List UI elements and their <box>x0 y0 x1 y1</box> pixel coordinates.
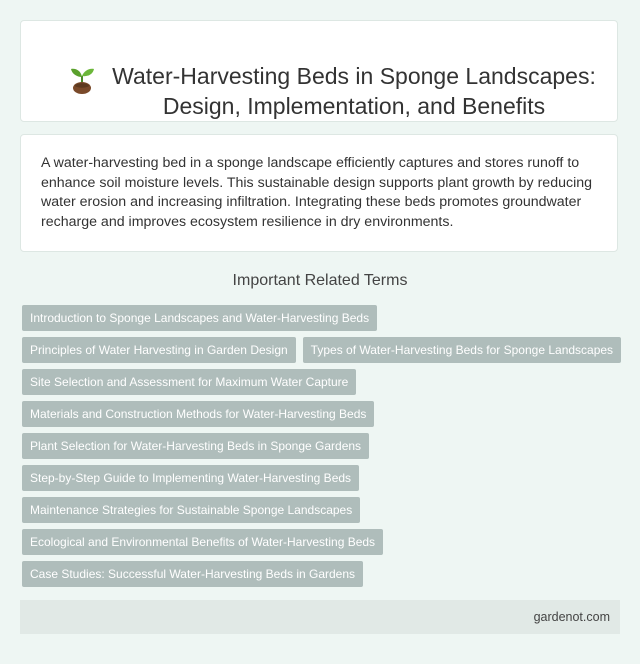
related-term-tag[interactable]: Case Studies: Successful Water-Harvesting Beds in Gardens <box>22 561 363 587</box>
seedling-icon <box>67 63 97 95</box>
related-term-tag[interactable]: Plant Selection for Water-Harvesting Beds in Sponge Gardens <box>22 433 369 459</box>
title-card <box>20 20 618 122</box>
page-title: Water-Harvesting Beds in Sponge Landscapes: Design, Implementation, and Benefits <box>112 63 596 119</box>
footer-site-link[interactable]: gardenot.com <box>533 610 610 624</box>
related-term-tag[interactable]: Step-by-Step Guide to Implementing Water-Harvesting Beds <box>22 465 359 491</box>
summary-text: A water-harvesting bed in a sponge landscape efficiently captures and stores runoff to enhance soil moisture levels. This sustainable design supports plant growth by reducing water erosion and increasing infiltration. Integrating these beds promotes groundwater recharge and improves ecosystem resilience in dry environments. <box>41 155 592 230</box>
related-term-tag[interactable]: Introduction to Sponge Landscapes and Water-Harvesting Beds <box>22 305 377 331</box>
related-term-tag[interactable]: Site Selection and Assessment for Maximum Water Capture <box>22 369 356 395</box>
related-terms-heading: Important Related Terms <box>232 272 408 289</box>
related-term-tag[interactable]: Principles of Water Harvesting in Garden Design <box>22 337 296 363</box>
related-term-tag[interactable]: Materials and Construction Methods for Water-Harvesting Beds <box>22 401 374 427</box>
related-term-tag[interactable]: Maintenance Strategies for Sustainable Sponge Landscapes <box>22 497 360 523</box>
related-term-tag[interactable]: Types of Water-Harvesting Beds for Sponge Landscapes <box>303 337 621 363</box>
related-terms-list <box>22 305 622 593</box>
footer-bar <box>20 600 620 634</box>
summary-card <box>20 134 618 252</box>
related-term-tag[interactable]: Ecological and Environmental Benefits of Water-Harvesting Beds <box>22 529 383 555</box>
